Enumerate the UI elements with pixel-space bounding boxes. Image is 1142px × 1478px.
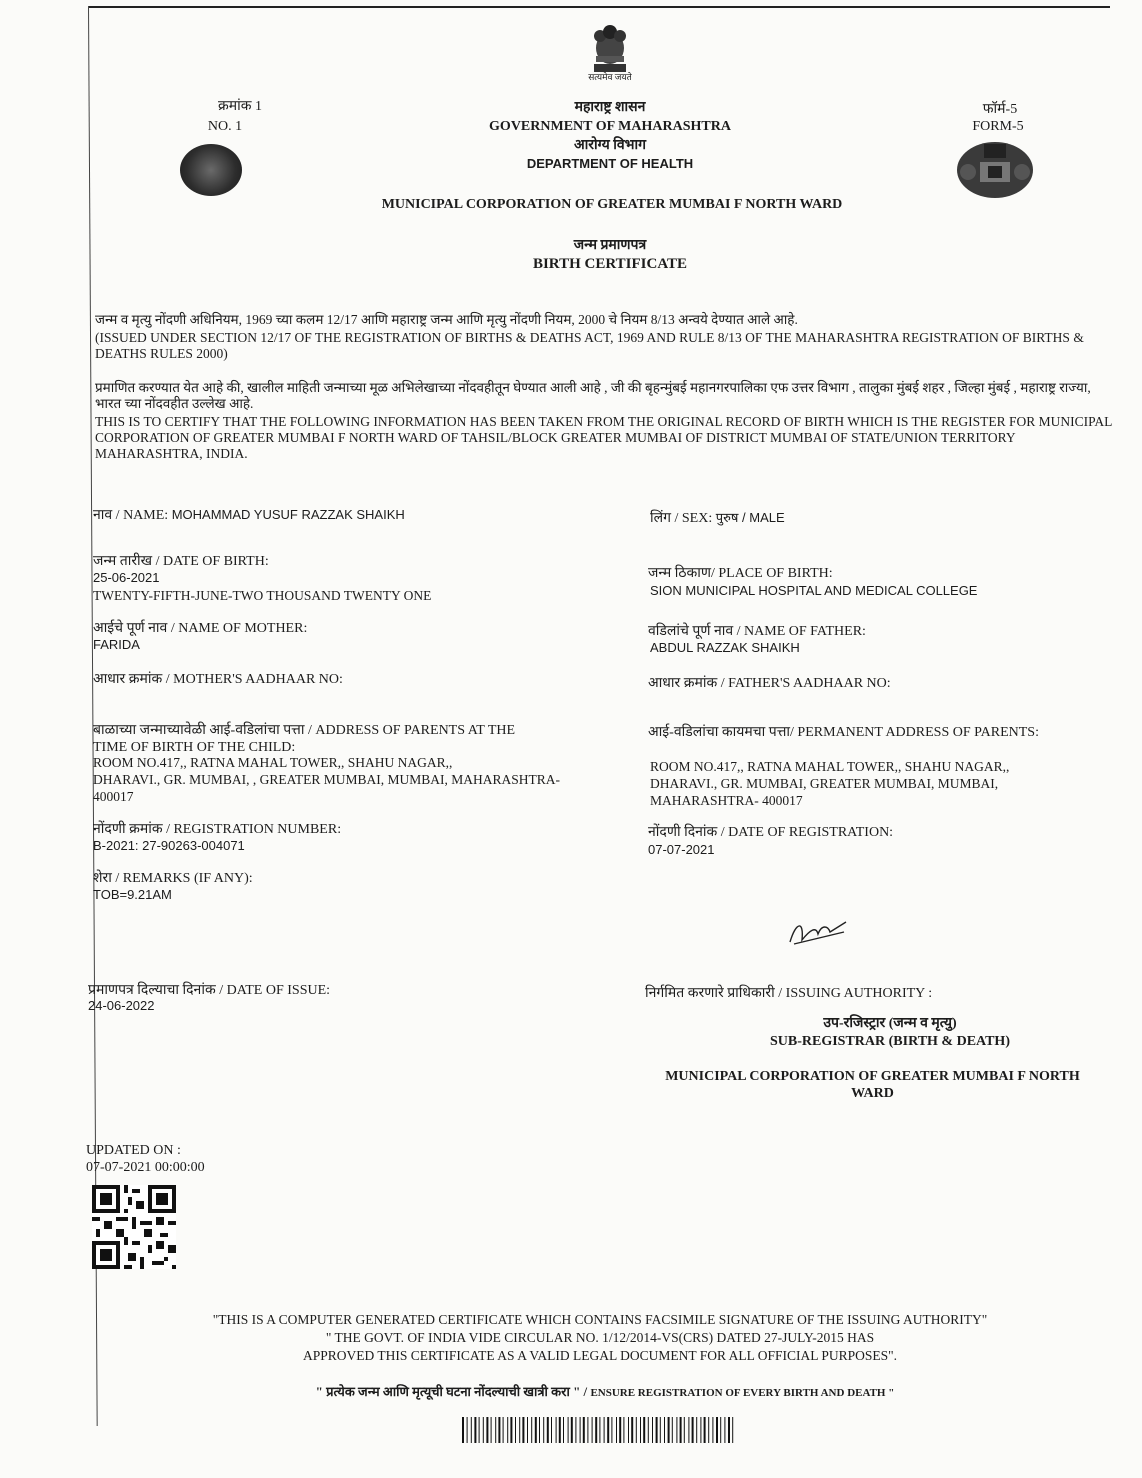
registration-number-label: नोंदणी क्रमांक / REGISTRATION NUMBER: [93, 822, 342, 837]
pob-value: SION MUNICIPAL HOSPITAL AND MEDICAL COLLEGE [650, 583, 978, 598]
form-no: FORM-5 [972, 119, 1024, 134]
sub-registrar-title: SUB-REGISTRAR (BIRTH & DEATH) [769, 1034, 1010, 1049]
certify-marathi: प्रमाणित करण्यात येत आहे की, खालील माहिती जन्माच्या मूळ अभिलेखाच्या नोंदवहीतून घेण्यात आली आहे , जी की बृहन्मुंबई महानगरपालिका एफ उत्तर विभाग , तालुका मुंबई शहर , जिल्हा मुंबई , महाराष्ट्र राज्या, भारत च्या नोंदवहीत उल्लेख आहे. [95, 380, 1091, 411]
name-label: नाव / NAME: [93, 508, 169, 523]
emblem-motto: सत्यमेव जयते [588, 72, 632, 82]
barcode [462, 1417, 736, 1443]
birth-address-line1: ROOM NO.417,, RATNA MAHAL TOWER,, SHAHU NAGAR,, [93, 755, 453, 770]
mother-name-value: FARIDA [93, 637, 140, 652]
form-no-marathi: फॉर्म-5 [982, 102, 1018, 117]
registration-date-value: 07-07-2021 [648, 842, 715, 857]
sex-label: लिंग / SEX: [650, 511, 713, 526]
national-emblem-icon [582, 22, 638, 78]
birth-address-line2: DHARAVI., GR. MUMBAI, , GREATER MUMBAI, MUMBAI, MAHARASHTRA- [93, 772, 561, 787]
permanent-address-line2: DHARAVI., GR. MUMBAI, GREATER MUMBAI, MUMBAI, [650, 776, 999, 791]
government-marathi: महाराष्ट्र शासन [574, 100, 646, 115]
issued-under-english: (ISSUED UNDER SECTION 12/17 OF THE REGISTRATION OF BIRTHS & DEATHS ACT, 1969 AND RULE 8/13 OF THE MAHARASHTRA REGISTRATION OF BIRTHS & DEATHS RULES 2000) [95, 330, 1084, 361]
government-title: GOVERNMENT OF MAHARASHTRA [489, 119, 731, 134]
department-marathi: आरोग्य विभाग [574, 138, 646, 153]
permanent-address-line3: MAHARASHTRA- 400017 [650, 793, 803, 808]
footer-note-line1: "THIS IS A COMPUTER GENERATED CERTIFICATE WHICH CONTAINS FACSIMILE SIGNATURE OF THE ISSUING AUTHORITY" [212, 1312, 988, 1327]
sex-field [650, 509, 785, 527]
slogan-marathi: " प्रत्येक जन्म आणि मृत्यूची घटना नोंदल्याची खात्री करा " / [315, 1384, 588, 1399]
qr-code [92, 1185, 176, 1269]
certificate-no: NO. 1 [207, 119, 243, 134]
department-title: DEPARTMENT OF HEALTH [526, 156, 694, 171]
name-value: MOHAMMAD YUSUF RAZZAK SHAIKH [171, 507, 405, 522]
mother-name-label: आईचे पूर्ण नाव / NAME OF MOTHER: [93, 621, 308, 636]
registration-date-label: नोंदणी दिनांक / DATE OF REGISTRATION: [648, 825, 894, 840]
sub-registrar-marathi: उप-रजिस्ट्रार (जन्म व मृत्यु) [823, 1016, 957, 1031]
round-seal-icon [180, 144, 242, 196]
permanent-address-label: आई-वडिलांचा कायमचा पत्ता/ PERMANENT ADDRESS OF PARENTS: [648, 725, 1039, 740]
authority-corporation-line1: MUNICIPAL CORPORATION OF GREATER MUMBAI F NORTH [665, 1069, 1080, 1084]
birth-address-label-line1: बाळाच्या जन्माच्यावेळी आई-वडिलांचा पत्ता / ADDRESS OF PARENTS AT THE [93, 723, 516, 738]
updated-on-label: UPDATED ON : [86, 1143, 181, 1158]
registration-slogan [120, 1384, 1090, 1401]
remarks-value: TOB=9.21AM [93, 887, 172, 902]
page-border-top [88, 6, 1110, 8]
registration-number-value: B-2021: 27-90263-004071 [93, 838, 245, 853]
birth-address-label-line2: TIME OF BIRTH OF THE CHILD: [93, 740, 296, 755]
name-field [93, 506, 405, 524]
pob-label: जन्म ठिकाण/ PLACE OF BIRTH: [648, 566, 833, 581]
issuing-authority-label: निर्गमित करणारे प्राधिकारी / ISSUING AUTHORITY : [645, 986, 933, 1001]
certificate-title: BIRTH CERTIFICATE [532, 256, 688, 272]
municipal-crest-icon [954, 136, 1036, 200]
slogan-english: ENSURE REGISTRATION OF EVERY BIRTH AND DEATH " [590, 1387, 895, 1399]
father-aadhaar-label: आधार क्रमांक / FATHER'S AADHAAR NO: [648, 676, 891, 691]
permanent-address-line1: ROOM NO.417,, RATNA MAHAL TOWER,, SHAHU NAGAR,, [650, 759, 1010, 774]
dob-words: TWENTY-FIFTH-JUNE-TWO THOUSAND TWENTY ONE [93, 588, 432, 603]
issue-date-value: 24-06-2022 [88, 998, 155, 1013]
issued-under-marathi: जन्म व मृत्यु नोंदणी अधिनियम, 1969 च्या कलम 12/17 आणि महाराष्ट्र जन्म आणि मृत्यु नोंदणी नियम, 2000 चे नियम 8/13 अन्वये देण्यात आले आहे. [95, 312, 798, 327]
dob-label: जन्म तारीख / DATE OF BIRTH: [93, 554, 269, 569]
dob-value: 25-06-2021 [93, 570, 160, 585]
mother-aadhaar-label: आधार क्रमांक / MOTHER'S AADHAAR NO: [93, 672, 343, 687]
footer-note-line3: APPROVED THIS CERTIFICATE AS A VALID LEGAL DOCUMENT FOR ALL OFFICIAL PURPOSES". [302, 1348, 898, 1363]
certify-english: THIS IS TO CERTIFY THAT THE FOLLOWING INFORMATION HAS BEEN TAKEN FROM THE ORIGINAL RECORD OF BIRTH WHICH IS THE REGISTER FOR MUNICIPAL CORPORATION OF GREATER MUMBAI F NORTH WARD OF TAHSIL/BLOCK GREATER MUMBAI OF DISTRICT MUMBAI OF STATE/UNION TERRITORY MAHARASHTRA, INDIA. [95, 414, 1112, 461]
certificate-no-marathi: क्रमांक 1 [217, 99, 262, 114]
father-name-value: ABDUL RAZZAK SHAIKH [650, 640, 800, 655]
remarks-label: शेरा / REMARKS (IF ANY): [93, 871, 253, 886]
corporation-title: MUNICIPAL CORPORATION OF GREATER MUMBAI F NORTH WARD [381, 197, 843, 212]
footer-note-line2: " THE GOVT. OF INDIA VIDE CIRCULAR NO. 1/12/2014-VS(CRS) DATED 27-JULY-2015 HAS [325, 1330, 875, 1345]
issue-date-label: प्रमाणपत्र दिल्याचा दिनांक / DATE OF ISSUE: [88, 983, 331, 998]
authority-corporation-line2: WARD [851, 1086, 894, 1101]
certificate-title-marathi: जन्म प्रमाणपत्र [573, 238, 647, 253]
birth-address-line3: 400017 [93, 789, 134, 804]
updated-on-value: 07-07-2021 00:00:00 [86, 1160, 205, 1175]
signature-image [786, 912, 850, 950]
sex-value: पुरुष / MALE [715, 510, 785, 525]
father-name-label: वडिलांचे पूर्ण नाव / NAME OF FATHER: [648, 624, 866, 639]
